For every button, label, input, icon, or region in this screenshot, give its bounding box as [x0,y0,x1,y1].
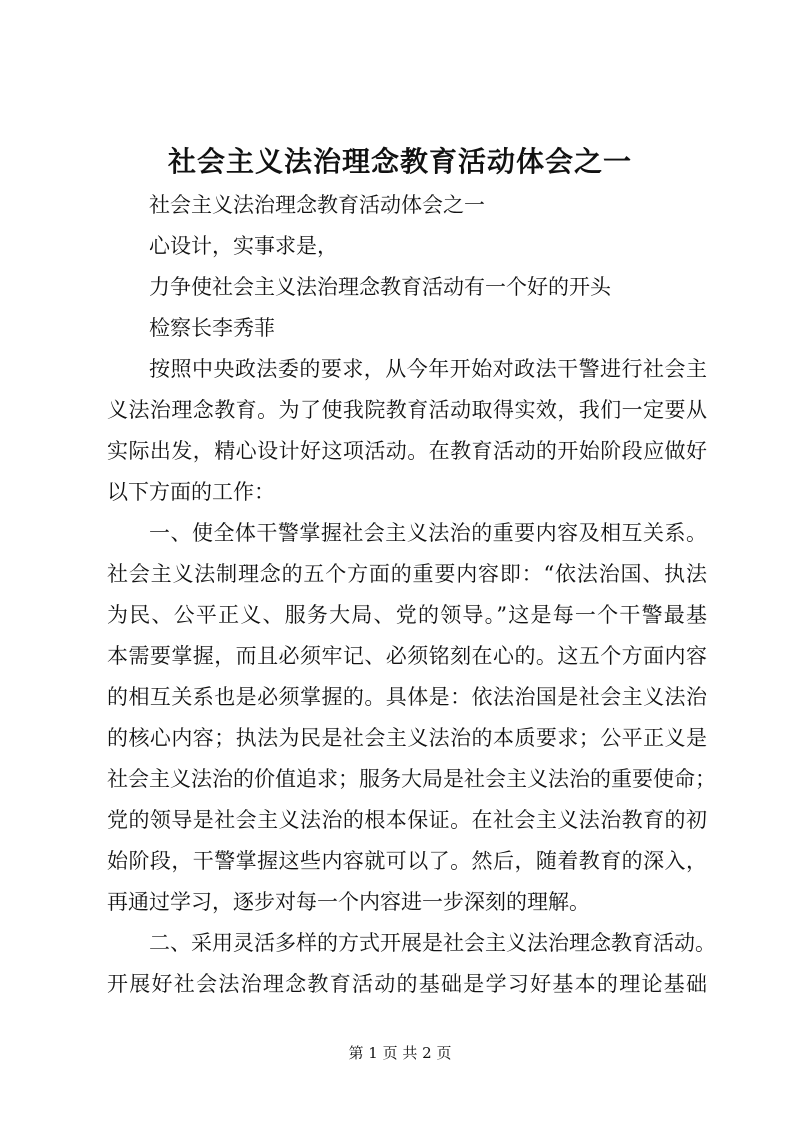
paragraph-line: 再通过学习，逐步对每一个内容进一步深刻的理解。 [107,890,590,914]
subtitle-line: 心设计，实事求是， [149,234,338,258]
document-title: 社会主义法治理念教育活动体会之一 [167,145,632,178]
paragraph-line: 始阶段，干警掌握这些内容就可以了。然后，随着教育的深入， [107,849,707,873]
document-body [107,185,716,1005]
paragraph-line: 为民、公平正义、服务大局、党的领导。”这是每一个干警最基 [107,603,707,627]
paragraph-line: 社会主义法治的价值追求；服务大局是社会主义法治的重要使命； [107,767,716,791]
paragraph-line: 二、采用灵活多样的方式开展是社会主义法治理念教育活动。 [149,931,716,955]
paragraph-line: 义法治理念教育。为了使我院教育活动取得实效，我们一定要从 [107,398,707,422]
author-line: 检察长李秀菲 [149,316,275,340]
paragraph-line: 本需要掌握，而且必须牢记、必须铭刻在心的。这五个方面内容 [107,644,707,668]
paragraph-line: 的核心内容；执法为民是社会主义法治的本质要求；公平正义是 [107,726,707,750]
page-footer: 第 1 页 共 2 页 [348,1044,452,1062]
subtitle-line: 力争使社会主义法治理念教育活动有一个好的开头 [149,275,611,299]
paragraph-line: 实际出发，精心设计好这项活动。在教育活动的开始阶段应做好 [107,439,707,463]
paragraph-line: 按照中央政法委的要求，从今年开始对政法干警进行社会主 [149,357,707,381]
subtitle-line: 社会主义法治理念教育活动体会之一 [149,193,485,217]
paragraph-line: 社会主义法制理念的五个方面的重要内容即：“依法治国、执法 [107,562,707,586]
paragraph-line: 以下方面的工作： [107,480,275,504]
paragraph-line: 一、使全体干警掌握社会主义法治的重要内容及相互关系。 [149,521,707,545]
paragraph-line: 的相互关系也是必须掌握的。具体是：依法治国是社会主义法治 [107,685,707,709]
paragraph-line: 党的领导是社会主义法治的根本保证。在社会主义法治教育的初 [107,808,707,832]
paragraph-line: 开展好社会法治理念教育活动的基础是学习好基本的理论基础 [107,972,707,996]
